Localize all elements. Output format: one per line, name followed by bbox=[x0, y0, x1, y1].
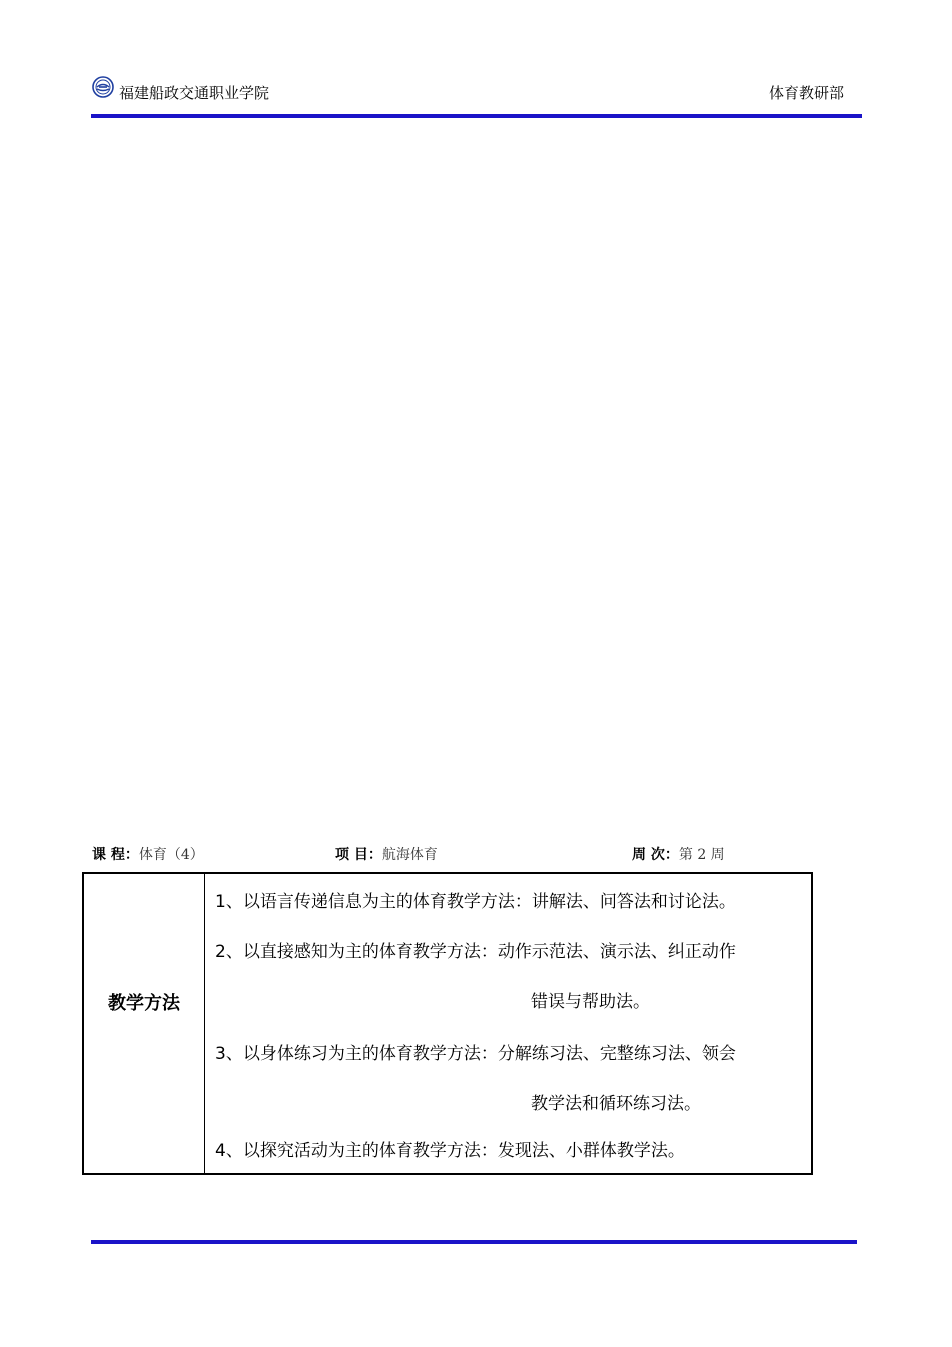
teaching-methods-table bbox=[82, 872, 813, 1175]
course-value: 体育（4） bbox=[138, 847, 204, 863]
school-name: 福建船政交通职业学院 bbox=[119, 84, 270, 102]
method-detail: 讲解法、问答法和讨论法。 bbox=[531, 892, 736, 912]
method-item-1 bbox=[215, 891, 736, 913]
week-label: 周 次： bbox=[632, 847, 679, 863]
method-lead: 1、以语言传递信息为主的体育教学方法： bbox=[215, 892, 532, 912]
method-detail: 动作示范法、演示法、纠正动作 bbox=[497, 942, 736, 962]
week-value: 第 2 周 bbox=[678, 847, 725, 863]
method-item-3-continuation: 教学法和循环练习法。 bbox=[531, 1094, 701, 1114]
methods-heading-cell bbox=[84, 874, 205, 1173]
method-lead: 4、以探究活动为主的体育教学方法： bbox=[215, 1141, 498, 1161]
project-value: 航海体育 bbox=[381, 847, 438, 863]
school-logo-icon bbox=[92, 76, 114, 98]
method-item-3 bbox=[215, 1043, 736, 1065]
week-info bbox=[632, 845, 725, 865]
method-item-4 bbox=[215, 1140, 685, 1162]
method-item-2-continuation: 错误与帮助法。 bbox=[531, 992, 650, 1012]
method-lead: 2、以直接感知为主的体育教学方法： bbox=[215, 942, 498, 962]
method-detail: 发现法、小群体教学法。 bbox=[497, 1141, 685, 1161]
method-lead: 3、以身体练习为主的体育教学方法： bbox=[215, 1044, 498, 1064]
course-label: 课 程： bbox=[92, 847, 139, 863]
page-header bbox=[92, 74, 862, 114]
header-divider bbox=[91, 114, 862, 118]
project-label: 项 目： bbox=[335, 847, 382, 863]
course-info bbox=[92, 845, 204, 865]
project-info bbox=[335, 845, 438, 865]
footer-divider bbox=[91, 1240, 857, 1244]
department-name: 体育教研部 bbox=[768, 84, 844, 102]
methods-heading: 教学方法 bbox=[108, 993, 180, 1014]
method-item-2 bbox=[215, 941, 736, 963]
methods-list-cell bbox=[205, 874, 811, 1173]
course-info-row bbox=[0, 845, 952, 867]
method-detail: 分解练习法、完整练习法、领会 bbox=[497, 1044, 736, 1064]
